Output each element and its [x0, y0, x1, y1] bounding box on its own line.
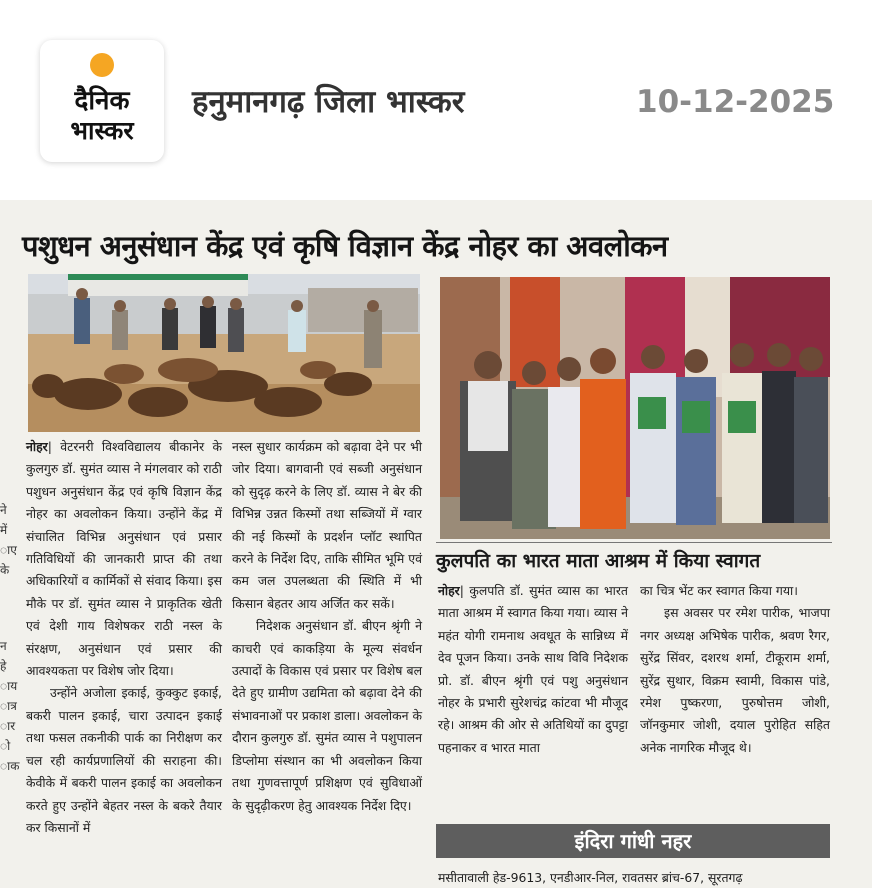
section-title: इंदिरा गांधी नहर	[574, 829, 692, 853]
article-body: नस्ल सुधार कार्यक्रम को बढ़ावा देने पर भी जोर दिया। बागवानी एवं सब्जी अनुसंधान को सुदृढ़ करने के लिए डॉ. व्यास ने बेर की विभिन्न उन्नत किस्मों तथा सब्जियों में ग्वार की नई किस्मों के प्रदर्शन प्लॉट स्थापित करने के निर्देश दिए, ताकि सीमित भूमि एवं कम जल उपलब्धता की स्थिति में भी किसान बेहतर आय अर्जित कर सकें।	[232, 439, 422, 611]
edge-fragment: ने	[0, 503, 7, 517]
article-column-2	[232, 436, 422, 888]
adjacent-column-edge	[0, 500, 20, 776]
edge-fragment: हे	[0, 659, 7, 673]
edge-fragment: ात्र	[0, 699, 17, 713]
app-header	[0, 0, 872, 200]
news-clipping	[0, 200, 872, 888]
sun-icon	[87, 50, 117, 80]
edge-fragment: न	[0, 639, 7, 653]
edge-fragment: के	[0, 563, 10, 577]
article2-column-2	[640, 580, 830, 816]
article2-body: इस अवसर पर रमेश पारीक, भाजपा नगर अध्यक्ष अभिषेक पारीक, श्रवण रैगर, सुरेंद्र सिंवर, दशरथ शर्मा, टीकूराम शर्मा, सुरेंद्र सुथार, विक्रम स्वामी, विकास पांडे, रमेश पुष्करणा, पुरुषोत्तम जोशी, जॉनकुमार जोशी, दयाल पुरोहित सहित अनेक नागरिक मौजूद थे।	[640, 605, 830, 755]
article2-body: | कुलपति डॉ. सुमंत व्यास का भारत माता आश्रम में स्वागत किया गया। व्यास ने महंत योगी रामनाथ अवधूत के सान्निध्य में देव पूजन किया। उनके साथ विवि निदेशक प्रो. डॉ. बीएन श्रृंगी एवं पशु अनुसंधान नोहर के प्रभारी सुरेशचंद्र कांटवा भी मौजूद रहे। आश्रम की ओर से अतिथियों का दुपट्टा पहनाकर व भारत माता	[438, 583, 628, 755]
article2-dateline: नोहर	[438, 583, 460, 598]
article-column-1	[26, 436, 222, 888]
article-body: | वेटरनरी विश्वविद्यालय बीकानेर के कुलगुरु डॉ. सुमंत व्यास ने मंगलवार को राठी पशुधन अनुसंधान केंद्र एवं कृषि विज्ञान केंद्र नोहर का अवलोकन किया। उन्होंने केंद्र में संचालित विभिन्न अनुसंधान एवं प्रसार गतिविधियों की जानकारी प्राप्त की तथा अधिकारियों व कार्मिकों से संवाद किया। इस मौके पर डॉ. सुमंत व्यास ने प्राकृतिक खेती एवं देशी गाय विशेषकर राठी नस्ल के संरक्षण, अनुसंधान एवं प्रसार की आवश्यकता पर विशेष जोर दिया।	[26, 439, 222, 679]
edge-fragment: ाय	[0, 679, 18, 693]
article-body: निदेशक अनुसंधान डॉ. बीएन श्रृंगी ने काचरी एवं काकड़िया के मूल्य संवर्धन उत्पादों के विकास एवं प्रसार पर विशेष बल देते हुए ग्रामीण उद्यमिता को बढ़ावा देने की संभावनाओं पर प्रकाश डाला। अवलोकन के दौरान कुलगुरु डॉ. सुमंत व्यास ने पशुपालन डिप्लोमा संस्थान का भी अवलोकन किया तथा गुणवत्तापूर्ण प्रशिक्षण एवं सुविधाओं के सुदृढ़ीकरण हेतु आवश्यक निर्देश दिए।	[232, 618, 422, 813]
edition-title: हनुमानगढ़ जिला भास्कर	[192, 84, 465, 120]
section-band	[436, 824, 830, 858]
edge-fragment: ाक	[0, 759, 20, 773]
edge-fragment: में	[0, 523, 8, 537]
logo-line-2: भास्कर	[70, 116, 134, 145]
newspaper-logo[interactable]	[40, 40, 164, 162]
ashram-group-photo	[440, 277, 830, 539]
article-body: उन्होंने अजोला इकाई, कुक्कुट इकाई, बकरी पालन इकाई, चारा उत्पादन इकाई तथा फसल तकनीकी पार्क का निरीक्षण कर चल रही कार्यप्रणालियों की सराहना की। केवीके में बकरी पालन इकाई का अवलोकन करते हुए उन्होंने बेहतर नस्ल के बकरे तैयार कर किसानों में	[26, 685, 222, 835]
divider	[436, 542, 832, 543]
article2-headline: कुलपति का भारत माता आश्रम में किया स्वागत	[436, 550, 761, 572]
edge-fragment: ाए	[0, 543, 17, 557]
article-dateline: नोहर	[26, 439, 48, 454]
edge-fragment: ो	[0, 739, 11, 753]
section-text: मसीतावाली हेड-9613, एनडीआर-निल, रावतसर ब्रांच-67, सूरतगढ़	[438, 870, 743, 885]
goat-farm-photo	[28, 274, 420, 432]
logo-line-1: दैनिक	[74, 86, 130, 116]
article2-body: का चित्र भेंट कर स्वागत किया गया।	[640, 583, 798, 598]
article-headline: पशुधन अनुसंधान केंद्र एवं कृषि विज्ञान केंद्र नोहर का अवलोकन	[22, 229, 668, 263]
article2-column-1	[438, 580, 628, 816]
edition-date: 10-12-2025	[636, 84, 835, 120]
edge-fragment: ार	[0, 719, 16, 733]
